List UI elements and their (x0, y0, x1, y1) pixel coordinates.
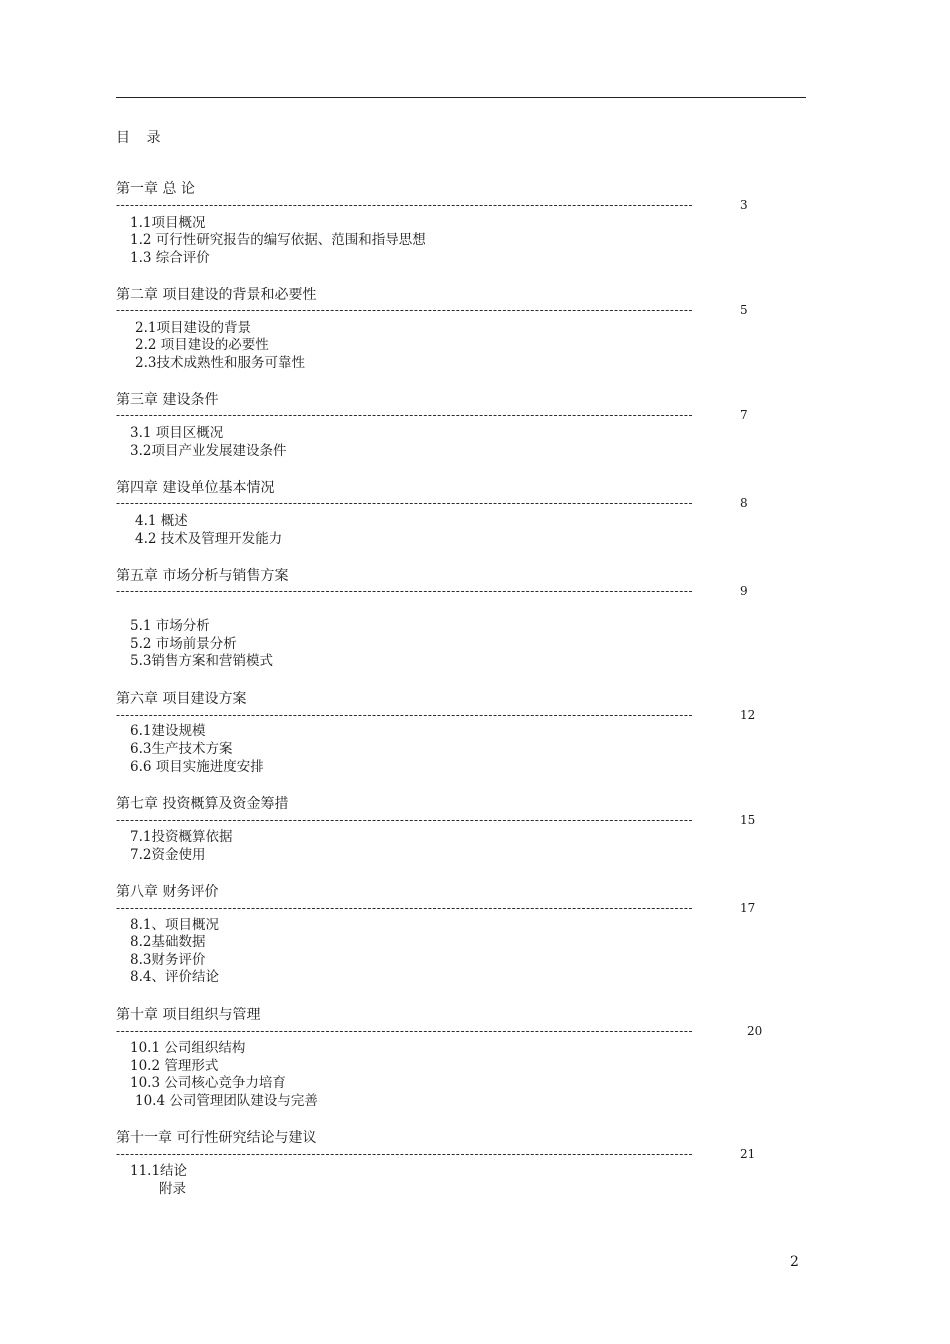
toc-item-3-1[interactable]: 3.1 项目区概况 (130, 425, 224, 441)
toc-item-2-1[interactable]: 2.1项目建设的背景 (135, 320, 251, 336)
toc-item-7-2[interactable]: 7.2资金使用 (130, 847, 206, 863)
toc-item-3-2[interactable]: 3.2项目产业发展建设条件 (130, 443, 287, 459)
toc-item-4-1[interactable]: 4.1 概述 (135, 513, 188, 529)
toc-item-4-2[interactable]: 4.2 技术及管理开发能力 (135, 531, 283, 547)
toc-chapter-8-page: 17 (740, 901, 756, 915)
toc-chapter-10-page: 20 (747, 1024, 763, 1038)
toc-chapter-6-page: 12 (740, 708, 756, 722)
toc-chapter-11-page: 21 (740, 1147, 756, 1161)
toc-chapter-4-page: 8 (740, 496, 748, 510)
toc-chapter-3-leader: ---------------------------------------------------------------------------------------------------------------------------- (116, 408, 694, 422)
toc-chapter-6-leader: ---------------------------------------------------------------------------------------------------------------------------- (116, 708, 694, 722)
toc-chapter-5-title[interactable]: 第五章 市场分析与销售方案 (116, 568, 289, 584)
toc-chapter-8-leader: ---------------------------------------------------------------------------------------------------------------------------- (116, 901, 694, 915)
toc-chapter-3-page: 7 (740, 408, 748, 422)
toc-item-5-3[interactable]: 5.3销售方案和营销模式 (130, 653, 273, 669)
toc-chapter-5-page: 9 (740, 584, 748, 598)
toc-item-8-1[interactable]: 8.1、项目概况 (130, 917, 219, 933)
toc-item-8-3[interactable]: 8.3财务评价 (130, 952, 206, 968)
toc-chapter-1-page: 3 (740, 198, 748, 212)
toc-chapter-1-title[interactable]: 第一章 总 论 (116, 181, 195, 197)
toc-item-1-3[interactable]: 1.3 综合评价 (130, 250, 210, 266)
header-rule (116, 97, 806, 98)
toc-chapter-1-leader: ---------------------------------------------------------------------------------------------------------------------------- (116, 198, 694, 212)
toc-chapter-10-title[interactable]: 第十章 项目组织与管理 (116, 1007, 261, 1023)
toc-item-2-2[interactable]: 2.2 项目建设的必要性 (135, 337, 269, 353)
toc-chapter-4-title[interactable]: 第四章 建设单位基本情况 (116, 480, 275, 496)
toc-item-10-4[interactable]: 10.4 公司管理团队建设与完善 (135, 1093, 318, 1109)
toc-chapter-8-title[interactable]: 第八章 财务评价 (116, 884, 219, 900)
toc-item-8-4[interactable]: 8.4、评价结论 (130, 969, 219, 985)
toc-item-10-2[interactable]: 10.2 管理形式 (130, 1058, 219, 1074)
toc-item-1-1[interactable]: 1.1项目概况 (130, 215, 206, 231)
toc-chapter-11-leader: ---------------------------------------------------------------------------------------------------------------------------- (116, 1147, 694, 1161)
toc-item-6-6[interactable]: 6.6 项目实施进度安排 (130, 759, 264, 775)
toc-item-10-3[interactable]: 10.3 公司核心竞争力培育 (130, 1075, 286, 1091)
toc-item-11-1[interactable]: 11.1结论 (130, 1163, 188, 1179)
toc-item-appendix[interactable]: 附录 (159, 1181, 186, 1197)
toc-chapter-5-leader: ---------------------------------------------------------------------------------------------------------------------------- (116, 584, 694, 598)
toc-item-8-2[interactable]: 8.2基础数据 (130, 934, 206, 950)
toc-chapter-2-title[interactable]: 第二章 项目建设的背景和必要性 (116, 287, 317, 303)
toc-item-5-2[interactable]: 5.2 市场前景分析 (130, 636, 237, 652)
toc-chapter-10-leader: ---------------------------------------------------------------------------------------------------------------------------- (116, 1024, 694, 1038)
toc-chapter-7-page: 15 (740, 813, 756, 827)
toc-item-1-2[interactable]: 1.2 可行性研究报告的编写依据、范围和指导思想 (130, 232, 426, 248)
toc-item-10-1[interactable]: 10.1 公司组织结构 (130, 1040, 246, 1056)
toc-item-5-1[interactable]: 5.1 市场分析 (130, 618, 210, 634)
toc-item-2-3[interactable]: 2.3技术成熟性和服务可靠性 (135, 355, 305, 371)
toc-chapter-2-leader: ---------------------------------------------------------------------------------------------------------------------------- (116, 303, 694, 317)
toc-title: 目 录 (116, 130, 167, 146)
toc-chapter-2-page: 5 (740, 303, 748, 317)
toc-chapter-6-title[interactable]: 第六章 项目建设方案 (116, 691, 247, 707)
page-number: 2 (790, 1254, 799, 1270)
toc-chapter-4-leader: ---------------------------------------------------------------------------------------------------------------------------- (116, 496, 694, 510)
toc-item-6-1[interactable]: 6.1建设规模 (130, 723, 206, 739)
toc-chapter-7-title[interactable]: 第七章 投资概算及资金筹措 (116, 796, 289, 812)
toc-item-7-1[interactable]: 7.1投资概算依据 (130, 829, 233, 845)
toc-chapter-3-title[interactable]: 第三章 建设条件 (116, 392, 219, 408)
toc-chapter-7-leader: ---------------------------------------------------------------------------------------------------------------------------- (116, 813, 694, 827)
toc-chapter-11-title[interactable]: 第十一章 可行性研究结论与建议 (116, 1130, 317, 1146)
toc-item-6-3[interactable]: 6.3生产技术方案 (130, 741, 233, 757)
